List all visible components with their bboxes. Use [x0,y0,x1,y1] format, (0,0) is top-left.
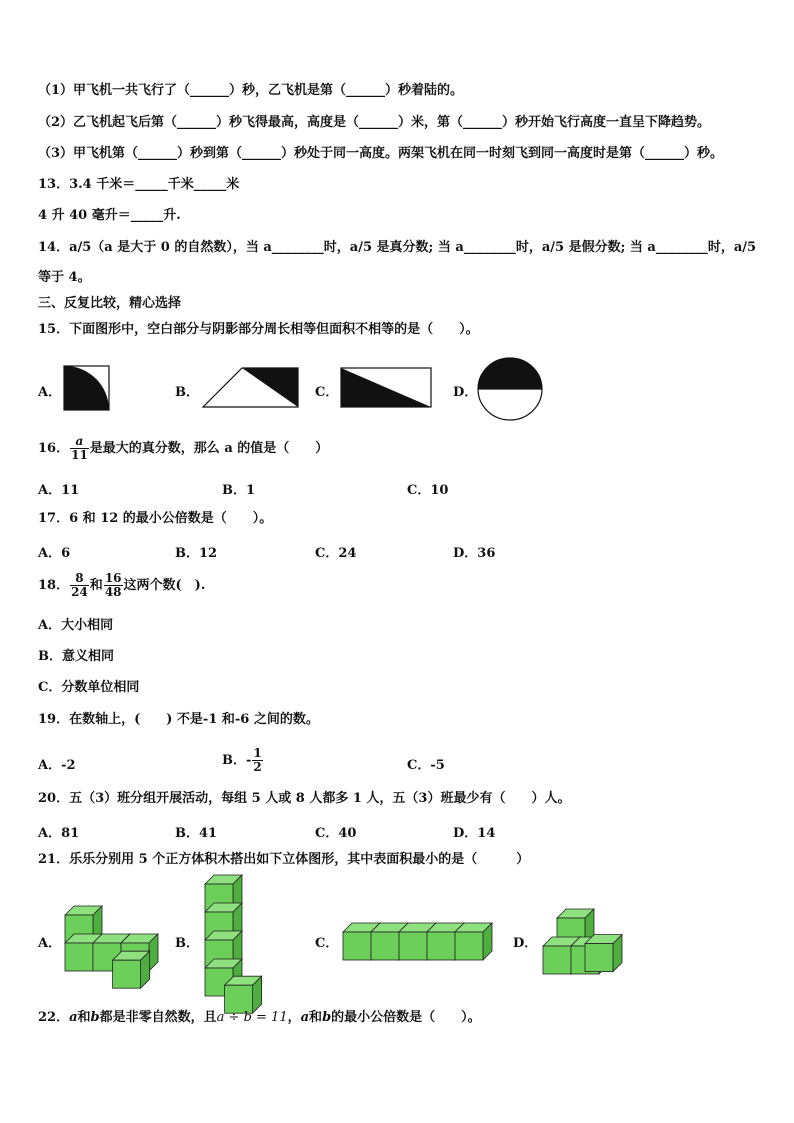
q19-option-a: A．-2 [38,758,76,773]
cube-front-face [113,960,141,988]
q19-option-b-label: B．- [222,753,252,768]
q22-line [38,1010,481,1026]
q19-stem: 19．在数轴上，( ) 不是-1 和-6 之间的数。 [38,712,319,727]
q21-label-c: C． [315,936,339,951]
q18-fraction-1 [70,572,89,599]
q22-text-4: 的最小公倍数是（ ）。 [331,1010,481,1025]
q15-label-d: D． [453,385,478,400]
q14-line2: 等于 4。 [38,270,91,285]
q19-option-b-denominator: 2 [253,760,262,774]
q22-text-3: ， [287,1010,301,1025]
cube-front-face [65,943,93,971]
q22-var-a: a [69,1010,78,1025]
q22-var-b-2: b [322,1010,332,1025]
q22-equation: a ÷ b = 11 [216,1010,288,1025]
q18-fraction-2-numerator: 16 [104,571,122,585]
q21-label-a: A． [38,936,62,951]
q18-line [38,571,205,601]
q16-fraction-numerator: a [70,435,89,449]
q15-label-c: C． [315,385,339,400]
q18-fraction-1-denominator: 24 [71,585,88,599]
q16-number: 16． [38,441,70,456]
q12-line1: （1）甲飞机一共飞行了（______）秒，乙飞机是第（______）秒着陆的。 [38,83,464,98]
q22-text-and-2: 和 [309,1010,323,1025]
q18-stem: 这两个数( ). [123,578,206,593]
q17-option-b: B．12 [175,546,218,561]
q20-option-a: A．81 [38,826,80,841]
cube-front-face [543,946,571,974]
cube-front-face [455,932,483,960]
cube-front-face [399,932,427,960]
q16-option-c: C．10 [407,483,449,498]
q15-figure-a [63,365,111,411]
q12-line2: （2）乙飞机起飞后第（______）秒飞得最高，高度是（______）米，第（______）秒开始飞行高度一直呈下降趋势。 [38,115,711,130]
q22-number: 22． [38,1010,70,1025]
q17-option-d: D．36 [453,546,496,561]
q12-line3: （3）甲飞机第（______）秒到第（______）秒处于同一高度。两架飞机在同一时刻飞到同一高度时是第（______）秒。 [38,146,724,161]
q16-fraction-denominator: 11 [71,448,88,462]
q16-stem: 是最大的真分数，那么 a 的值是（ ） [89,441,329,456]
q18-option-a: A．大小相同 [38,618,114,633]
q18-fraction-2 [104,572,123,599]
q21-label-b: B． [175,936,199,951]
q20-option-d: D．14 [453,826,496,841]
q21-figure-b [200,855,280,1000]
q13-line1: 13．3.4 千米＝_____千米_____米 [38,177,240,192]
q18-option-c: C．分数单位相同 [38,680,140,695]
q19-option-b-fraction [252,747,262,774]
q22-var-b: b [90,1010,100,1025]
q18-option-b: B．意义相同 [38,649,114,664]
q17-stem: 17．6 和 12 的最小公倍数是（ ）。 [38,511,273,526]
q20-option-c: C．40 [315,826,357,841]
q14-line1: 14．a/5（a 是大于 0 的自然数），当 a________时，a/5 是真分数; 当 a________时，a/5 是假分数; 当 a________时，a/5 [38,240,757,255]
q13-line2: 4 升 40 毫升＝_____升. [38,208,181,223]
q21-figure-d [538,898,618,978]
q18-fraction-2-denominator: 48 [104,585,122,599]
q17-option-c: C．24 [315,546,357,561]
q19-option-c: C．-5 [407,758,445,773]
cube-front-face [371,932,399,960]
q15-stem: 15．下面图形中，空白部分与阴影部分周长相等但面积不相等的是（ ）。 [38,322,479,337]
q22-var-a-2: a [300,1010,310,1025]
cube-front-face [585,944,613,972]
q18-fraction-1-numerator: 8 [70,572,89,586]
q20-option-b: B．41 [175,826,218,841]
cube-front-face [427,932,455,960]
q21-figure-a [60,895,160,975]
q15-figure-d [477,357,543,421]
q15-label-a: A． [38,385,62,400]
q19-option-b-numerator: 1 [253,746,262,760]
q16-fraction [70,435,89,462]
q19-option-b [222,745,264,777]
cube-front-face [343,932,371,960]
section-heading: 三、反复比较，精心选择 [38,296,182,311]
q17-option-a: A．6 [38,546,71,561]
q16-option-a: A．11 [38,483,80,498]
q22-text-and: 和 [77,1010,91,1025]
q18-number: 18． [38,578,70,593]
q22-text-2: 都是非零自然数，且 [99,1010,217,1025]
q21-figure-c [340,915,500,965]
q18-and: 和 [89,578,103,593]
q15-figure-b [202,367,300,409]
q20-stem: 20．五（3）班分组开展活动，每组 5 人或 8 人都多 1 人，五（3）班最少有（ ）人。 [38,791,571,806]
q16-line [38,434,328,464]
q21-label-d: D． [513,936,538,951]
q16-option-b: B．1 [222,483,256,498]
cube-front-face [225,985,253,1013]
q15-figure-c [340,367,432,409]
q21-stem: 21．乐乐分别用 5 个正方体积木搭出如下立体图形，其中表面积最小的是（ ） [38,852,530,867]
q15-label-b: B． [175,385,199,400]
